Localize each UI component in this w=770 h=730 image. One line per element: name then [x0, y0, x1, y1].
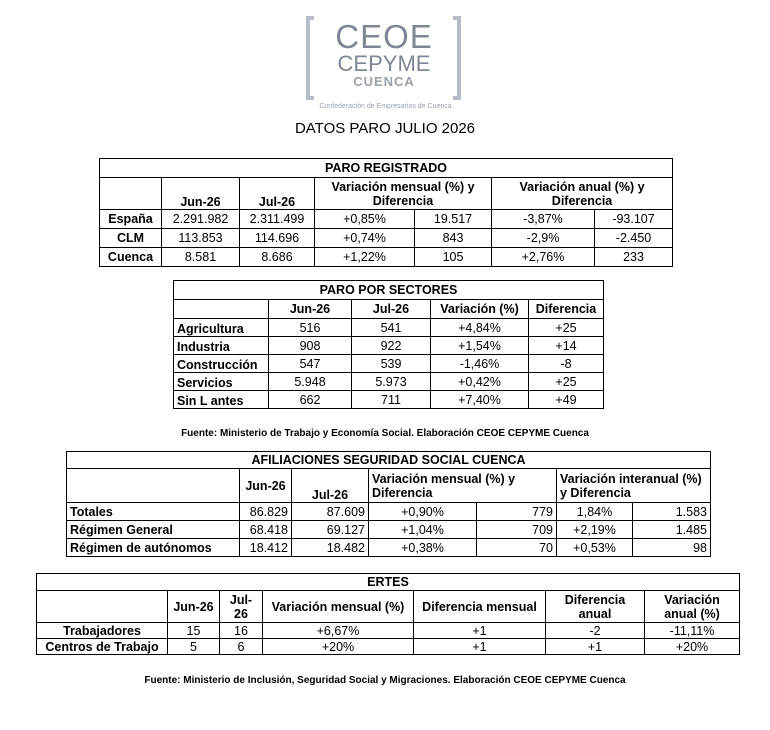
cell-jun: 18.412 — [240, 539, 292, 557]
cell-dif-interanual: 1.485 — [633, 521, 711, 539]
row-label: Régimen General — [67, 521, 240, 539]
header-jul: Jul-26 — [352, 300, 431, 319]
cell-jul: 541 — [352, 319, 431, 337]
cell-diferencia: -8 — [529, 355, 604, 373]
cell-dif-anual: 233 — [595, 248, 673, 267]
header-empty — [67, 469, 240, 503]
cell-var-anual: +20% — [645, 639, 740, 655]
cell-jul: 711 — [352, 391, 431, 409]
logo-bracket-left — [306, 16, 314, 100]
table-row — [100, 229, 673, 248]
cell-dif-mensual: 70 — [477, 539, 557, 557]
table-row — [174, 391, 604, 409]
cell-jul: 69.127 — [292, 521, 369, 539]
cell-variacion: +1,54% — [431, 337, 529, 355]
cell-jul: 2.311.499 — [240, 210, 315, 229]
cell-jul: 5.973 — [352, 373, 431, 391]
cell-dif-anual: +1 — [546, 639, 645, 655]
cell-jul: 6 — [220, 639, 263, 655]
afiliaciones-title: AFILIACIONES SEGURIDAD SOCIAL CUENCA — [67, 452, 711, 469]
row-label: Centros de Trabajo — [37, 639, 168, 655]
header-jun: Jun-26 — [269, 300, 352, 319]
cell-jun: 113.853 — [162, 229, 240, 248]
cell-var-interanual: 1,84% — [557, 503, 633, 521]
cell-var-anual: -2,9% — [492, 229, 595, 248]
cell-var-mensual: +1,04% — [369, 521, 477, 539]
table-row — [100, 210, 673, 229]
cell-diferencia: +14 — [529, 337, 604, 355]
cell-jun: 5 — [168, 639, 220, 655]
document-title: DATOS PARO JULIO 2026 — [294, 120, 476, 137]
row-label: Industria — [174, 337, 269, 355]
cell-var-interanual: +0,53% — [557, 539, 633, 557]
logo-line2: CEPYME — [337, 51, 431, 76]
row-label: Trabajadores — [37, 623, 168, 639]
header-var-anual: Variación anual (%) — [645, 591, 740, 623]
cell-dif-mensual: +1 — [414, 639, 546, 655]
cell-variacion: +7,40% — [431, 391, 529, 409]
cell-diferencia: +25 — [529, 373, 604, 391]
fuente-inclusion: Fuente: Ministerio de Inclusión, Seguridad Social y Migraciones. Elaboración CEOE CEPYME Cuenca — [144, 675, 626, 686]
cell-dif-anual: -93.107 — [595, 210, 673, 229]
cell-jun: 86.829 — [240, 503, 292, 521]
cell-variacion: +4,84% — [431, 319, 529, 337]
header-var-mensual: Variación mensual (%) y Diferencia — [315, 178, 492, 210]
table-row — [174, 373, 604, 391]
table-row — [67, 521, 711, 539]
cell-dif-anual: -2.450 — [595, 229, 673, 248]
header-jul: Jul-26 — [292, 469, 369, 503]
logo-bracket-right — [453, 16, 461, 100]
table-row — [67, 539, 711, 557]
header-jun: Jun-26 — [162, 178, 240, 210]
cell-jun: 15 — [168, 623, 220, 639]
logo-tagline: Confederación de Empresarios de Cuenca — [319, 103, 452, 110]
cell-var-anual: +2,76% — [492, 248, 595, 267]
cell-jun: 516 — [269, 319, 352, 337]
cell-jun: 8.581 — [162, 248, 240, 267]
cell-var-mensual: +0,85% — [315, 210, 415, 229]
cell-var-mensual: +20% — [263, 639, 414, 655]
cell-var-anual: -11,11% — [645, 623, 740, 639]
cell-jun: 908 — [269, 337, 352, 355]
logo-line3: CUENCA — [353, 74, 415, 89]
cell-var-anual: -3,87% — [492, 210, 595, 229]
cell-jul: 8.686 — [240, 248, 315, 267]
ertes-title: ERTES — [37, 574, 740, 591]
cell-dif-mensual: 709 — [477, 521, 557, 539]
header-variacion: Variación (%) — [431, 300, 529, 319]
header-var-anual: Variación anual (%) y Diferencia — [492, 178, 673, 210]
table-row — [67, 503, 711, 521]
row-label: Régimen de autónomos — [67, 539, 240, 557]
header-dif-anual: Diferencia anual — [546, 591, 645, 623]
header-var-interanual: Variación interanual (%) y Diferencia — [557, 469, 711, 503]
cell-jul: 18.482 — [292, 539, 369, 557]
ceoe-cepyme-logo — [306, 16, 461, 110]
paro-sectores-title: PARO POR SECTORES — [174, 281, 604, 300]
cell-jul: 539 — [352, 355, 431, 373]
cell-var-mensual: +0,90% — [369, 503, 477, 521]
header-jul: Jul-26 — [240, 178, 315, 210]
cell-jun: 547 — [269, 355, 352, 373]
cell-var-interanual: +2,19% — [557, 521, 633, 539]
table-row — [174, 337, 604, 355]
cell-jul: 16 — [220, 623, 263, 639]
cell-var-mensual: +0,74% — [315, 229, 415, 248]
cell-jul: 922 — [352, 337, 431, 355]
table-row — [37, 623, 740, 639]
header-dif-mensual: Diferencia mensual — [414, 591, 546, 623]
cell-dif-anual: -2 — [546, 623, 645, 639]
ertes-table — [36, 573, 740, 655]
cell-dif-mensual: 779 — [477, 503, 557, 521]
cell-diferencia: +49 — [529, 391, 604, 409]
header-empty — [100, 178, 162, 210]
cell-dif-interanual: 1.583 — [633, 503, 711, 521]
cell-var-mensual: +1,22% — [315, 248, 415, 267]
cell-dif-mensual: 105 — [415, 248, 492, 267]
paro-registrado-table — [99, 158, 673, 267]
header-jul: Jul-26 — [220, 591, 263, 623]
header-empty — [37, 591, 168, 623]
cell-jun: 5.948 — [269, 373, 352, 391]
cell-var-mensual: +0,38% — [369, 539, 477, 557]
cell-dif-mensual: 19.517 — [415, 210, 492, 229]
logo-line1: CEOE — [335, 18, 433, 55]
row-label: Agricultura — [174, 319, 269, 337]
cell-diferencia: +25 — [529, 319, 604, 337]
cell-variacion: +0,42% — [431, 373, 529, 391]
header-empty — [174, 300, 269, 319]
header-jun: Jun-26 — [168, 591, 220, 623]
cell-jun: 68.418 — [240, 521, 292, 539]
cell-jul: 114.696 — [240, 229, 315, 248]
header-jun: Jun-26 — [240, 469, 292, 503]
header-var-mensual: Variación mensual (%) — [263, 591, 414, 623]
cell-var-mensual: +6,67% — [263, 623, 414, 639]
table-row — [100, 248, 673, 267]
row-label: Cuenca — [100, 248, 162, 267]
row-label: Totales — [67, 503, 240, 521]
cell-dif-interanual: 98 — [633, 539, 711, 557]
paro-sectores-table — [173, 280, 604, 409]
row-label: Construcción — [174, 355, 269, 373]
cell-dif-mensual: +1 — [414, 623, 546, 639]
table-row — [174, 319, 604, 337]
cell-jul: 87.609 — [292, 503, 369, 521]
row-label: España — [100, 210, 162, 229]
afiliaciones-table — [66, 451, 711, 557]
row-label: Servicios — [174, 373, 269, 391]
cell-jun: 2.291.982 — [162, 210, 240, 229]
table-row — [37, 639, 740, 655]
header-diferencia: Diferencia — [529, 300, 604, 319]
paro-registrado-title: PARO REGISTRADO — [100, 159, 673, 178]
row-label: CLM — [100, 229, 162, 248]
cell-variacion: -1,46% — [431, 355, 529, 373]
row-label: Sin L antes — [174, 391, 269, 409]
cell-dif-mensual: 843 — [415, 229, 492, 248]
table-row — [174, 355, 604, 373]
header-var-mensual: Variación mensual (%) y Diferencia — [369, 469, 557, 503]
fuente-trabajo: Fuente: Ministerio de Trabajo y Economía Social. Elaboración CEOE CEPYME Cuenca — [181, 428, 589, 439]
cell-jun: 662 — [269, 391, 352, 409]
